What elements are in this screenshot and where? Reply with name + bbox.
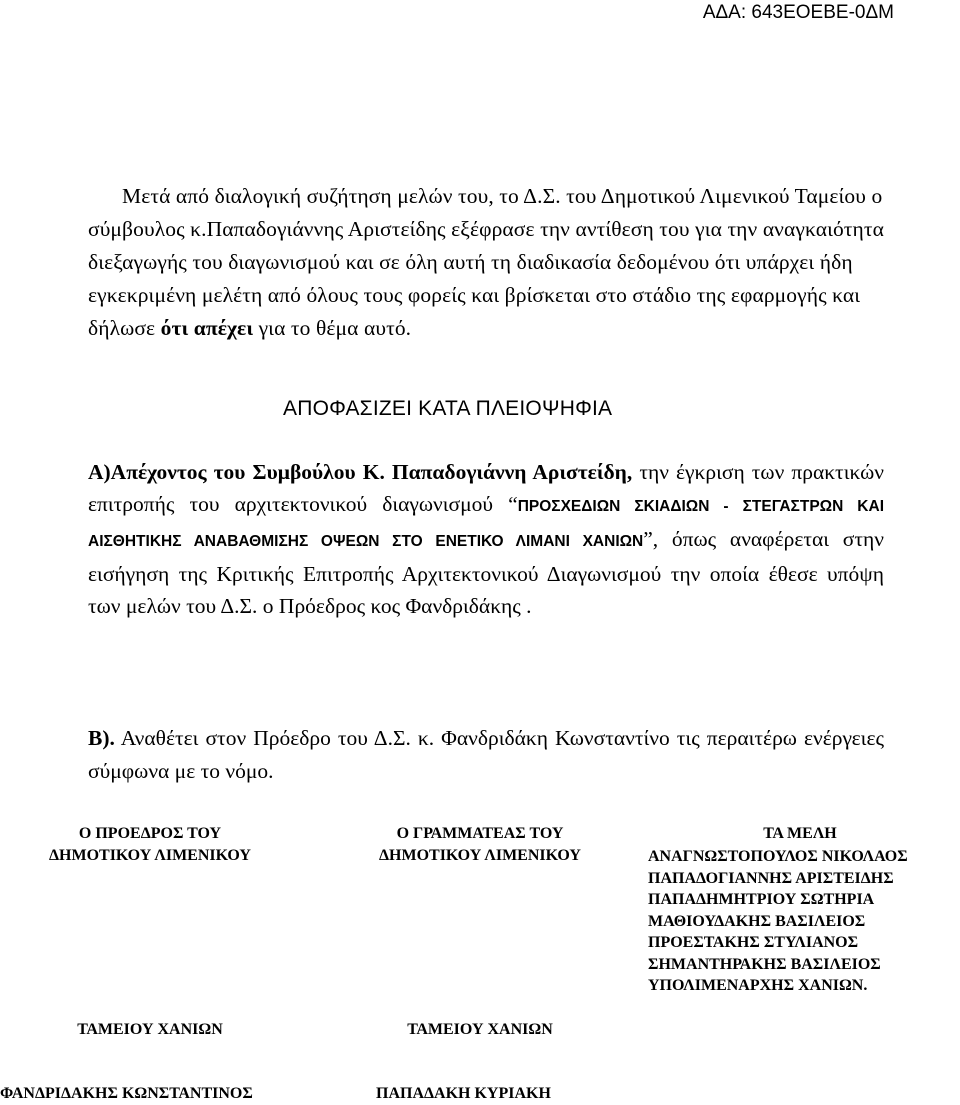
decision-b-text: Αναθέτει στον Πρόεδρο του Δ.Σ. κ. Φανδριδάκη Κωνσταντίνο τις περαιτέρω ενέργειες σύμφωνα με το νόμο. bbox=[88, 726, 884, 783]
project-title: ΠΡΟΣΧΕΔΙΩΝ ΣΚΙΑΔΙΩΝ - ΣΤΕΓΑΣΤΡΩΝ ΚΑΙ ΑΙΣΘΗΤΙΚΗΣ ΑΝΑΒΑΘΜΙΣΗΣ ΟΨΕΩΝ ΣΤΟ ΕΝΕΤΙΚΟ ΛΙΜΑΝΙ ΧΑΝΙΩΝ bbox=[88, 498, 884, 550]
decision-a-text-end: ”, όπως αναφέρεται στην εισήγηση της Κριτικής Επιτροπής Αρχιτεκτονικού Διαγωνισμού την οποία έθεσε υπόψη των μελών του Δ.Σ. ο Πρόεδρος κος Φανδριδάκης . bbox=[88, 527, 885, 618]
members-list bbox=[648, 846, 908, 997]
secretary-line2: ΔΗΜΟΤΙΚΟΥ ΛΙΜΕΝΙΚΟΥ bbox=[379, 847, 581, 864]
paragraph-text-end: για το θέμα αυτό. bbox=[253, 316, 412, 340]
member-name: ΠΑΠΑΔΗΜΗΤΡΙΟΥ ΣΩΤΗΡΙΑ bbox=[648, 891, 875, 908]
secretary-name: ΠΑΠΑΔΑΚΗ ΚΥΡΙΑΚΗ bbox=[376, 1085, 551, 1102]
member-name: ΠΑΠΑΔΟΓΙΑΝΝΗΣ ΑΡΙΣΤΕΙΔΗΣ bbox=[648, 869, 894, 887]
decision-a-lead: Α)Απέχοντος του Συμβούλου Κ. Παπαδογιάννη Αριστείδη, bbox=[88, 460, 633, 484]
member-name: ΠΡΟΕΣΤΑΚΗΣ ΣΤΥΛΙΑΝΟΣ bbox=[648, 934, 859, 951]
abstention-bold: ότι απέχει bbox=[160, 316, 254, 340]
member-name: ΑΝΑΓΝΩΣΤΟΠΟΥΛΟΣ ΝΙΚΟΛΑΟΣ bbox=[648, 848, 908, 865]
ada-code: ΑΔΑ: 643ΕΟΕΒΕ-0ΔΜ bbox=[702, 2, 894, 23]
members-title: ΤΑ ΜΕΛΗ bbox=[763, 825, 837, 842]
paragraph-decision-a bbox=[88, 456, 884, 622]
president-line3: ΤΑΜΕΙΟΥ ΧΑΝΙΩΝ bbox=[77, 1021, 223, 1038]
decision-heading: ΑΠΟΦΑΣΙΖΕΙ ΚΑΤΑ ΠΛΕΙΟΨΗΦΙΑ bbox=[283, 397, 613, 420]
member-name: ΜΑΘΙΟΥΔΑΚΗΣ ΒΑΣΙΛΕΙΟΣ bbox=[648, 912, 866, 930]
secretary-title bbox=[330, 823, 630, 867]
decision-b-label: Β). bbox=[88, 726, 115, 750]
decision-a-text: την έγκριση των πρακτικών επιτροπής του αρχιτεκτονικού διαγωνισμού “ bbox=[88, 460, 884, 516]
president-name: ΦΑΝΔΡΙΔΑΚΗΣ ΚΩΝΣΤΑΝΤΙΝΟΣ bbox=[0, 1085, 253, 1102]
paragraph-discussion bbox=[88, 180, 884, 345]
paragraph-decision-b bbox=[88, 722, 884, 788]
member-name: ΣΗΜΑΝΤΗΡΑΚΗΣ ΒΑΣΙΛΕΙΟΣ bbox=[648, 955, 881, 973]
president-line1: Ο ΠΡΟΕΔΡΟΣ ΤΟΥ bbox=[78, 825, 222, 842]
member-name: ΥΠΟΛΙΜΕΝΑΡΧΗΣ ΧΑΝΙΩΝ. bbox=[648, 977, 868, 994]
secretary-line3: ΤΑΜΕΙΟΥ ΧΑΝΙΩΝ bbox=[407, 1021, 553, 1038]
paragraph-text: Μετά από διαλογική συζήτηση μελών του, το Δ.Σ. του Δημοτικού Λιμενικού Ταμείου ο σύμβουλος κ.Παπαδογιάννης Αριστείδης εξέφρασε την αντίθεση του για την αναγκαιότητα διεξαγωγής του διαγωνισμού και σε όλη αυτή τη διαδικασία δεδομένου ότι υπάρχει ήδη εγκεκριμένη μελέτη από όλους τους φορείς και βρίσκεται στο στάδιο της εφαρμογής και δήλωσε bbox=[88, 184, 884, 340]
president-title bbox=[0, 823, 300, 867]
president-line2: ΔΗΜΟΤΙΚΟΥ ΛΙΜΕΝΙΚΟΥ bbox=[49, 847, 251, 864]
secretary-line1: Ο ΓΡΑΜΜΑΤΕΑΣ ΤΟΥ bbox=[396, 825, 564, 842]
